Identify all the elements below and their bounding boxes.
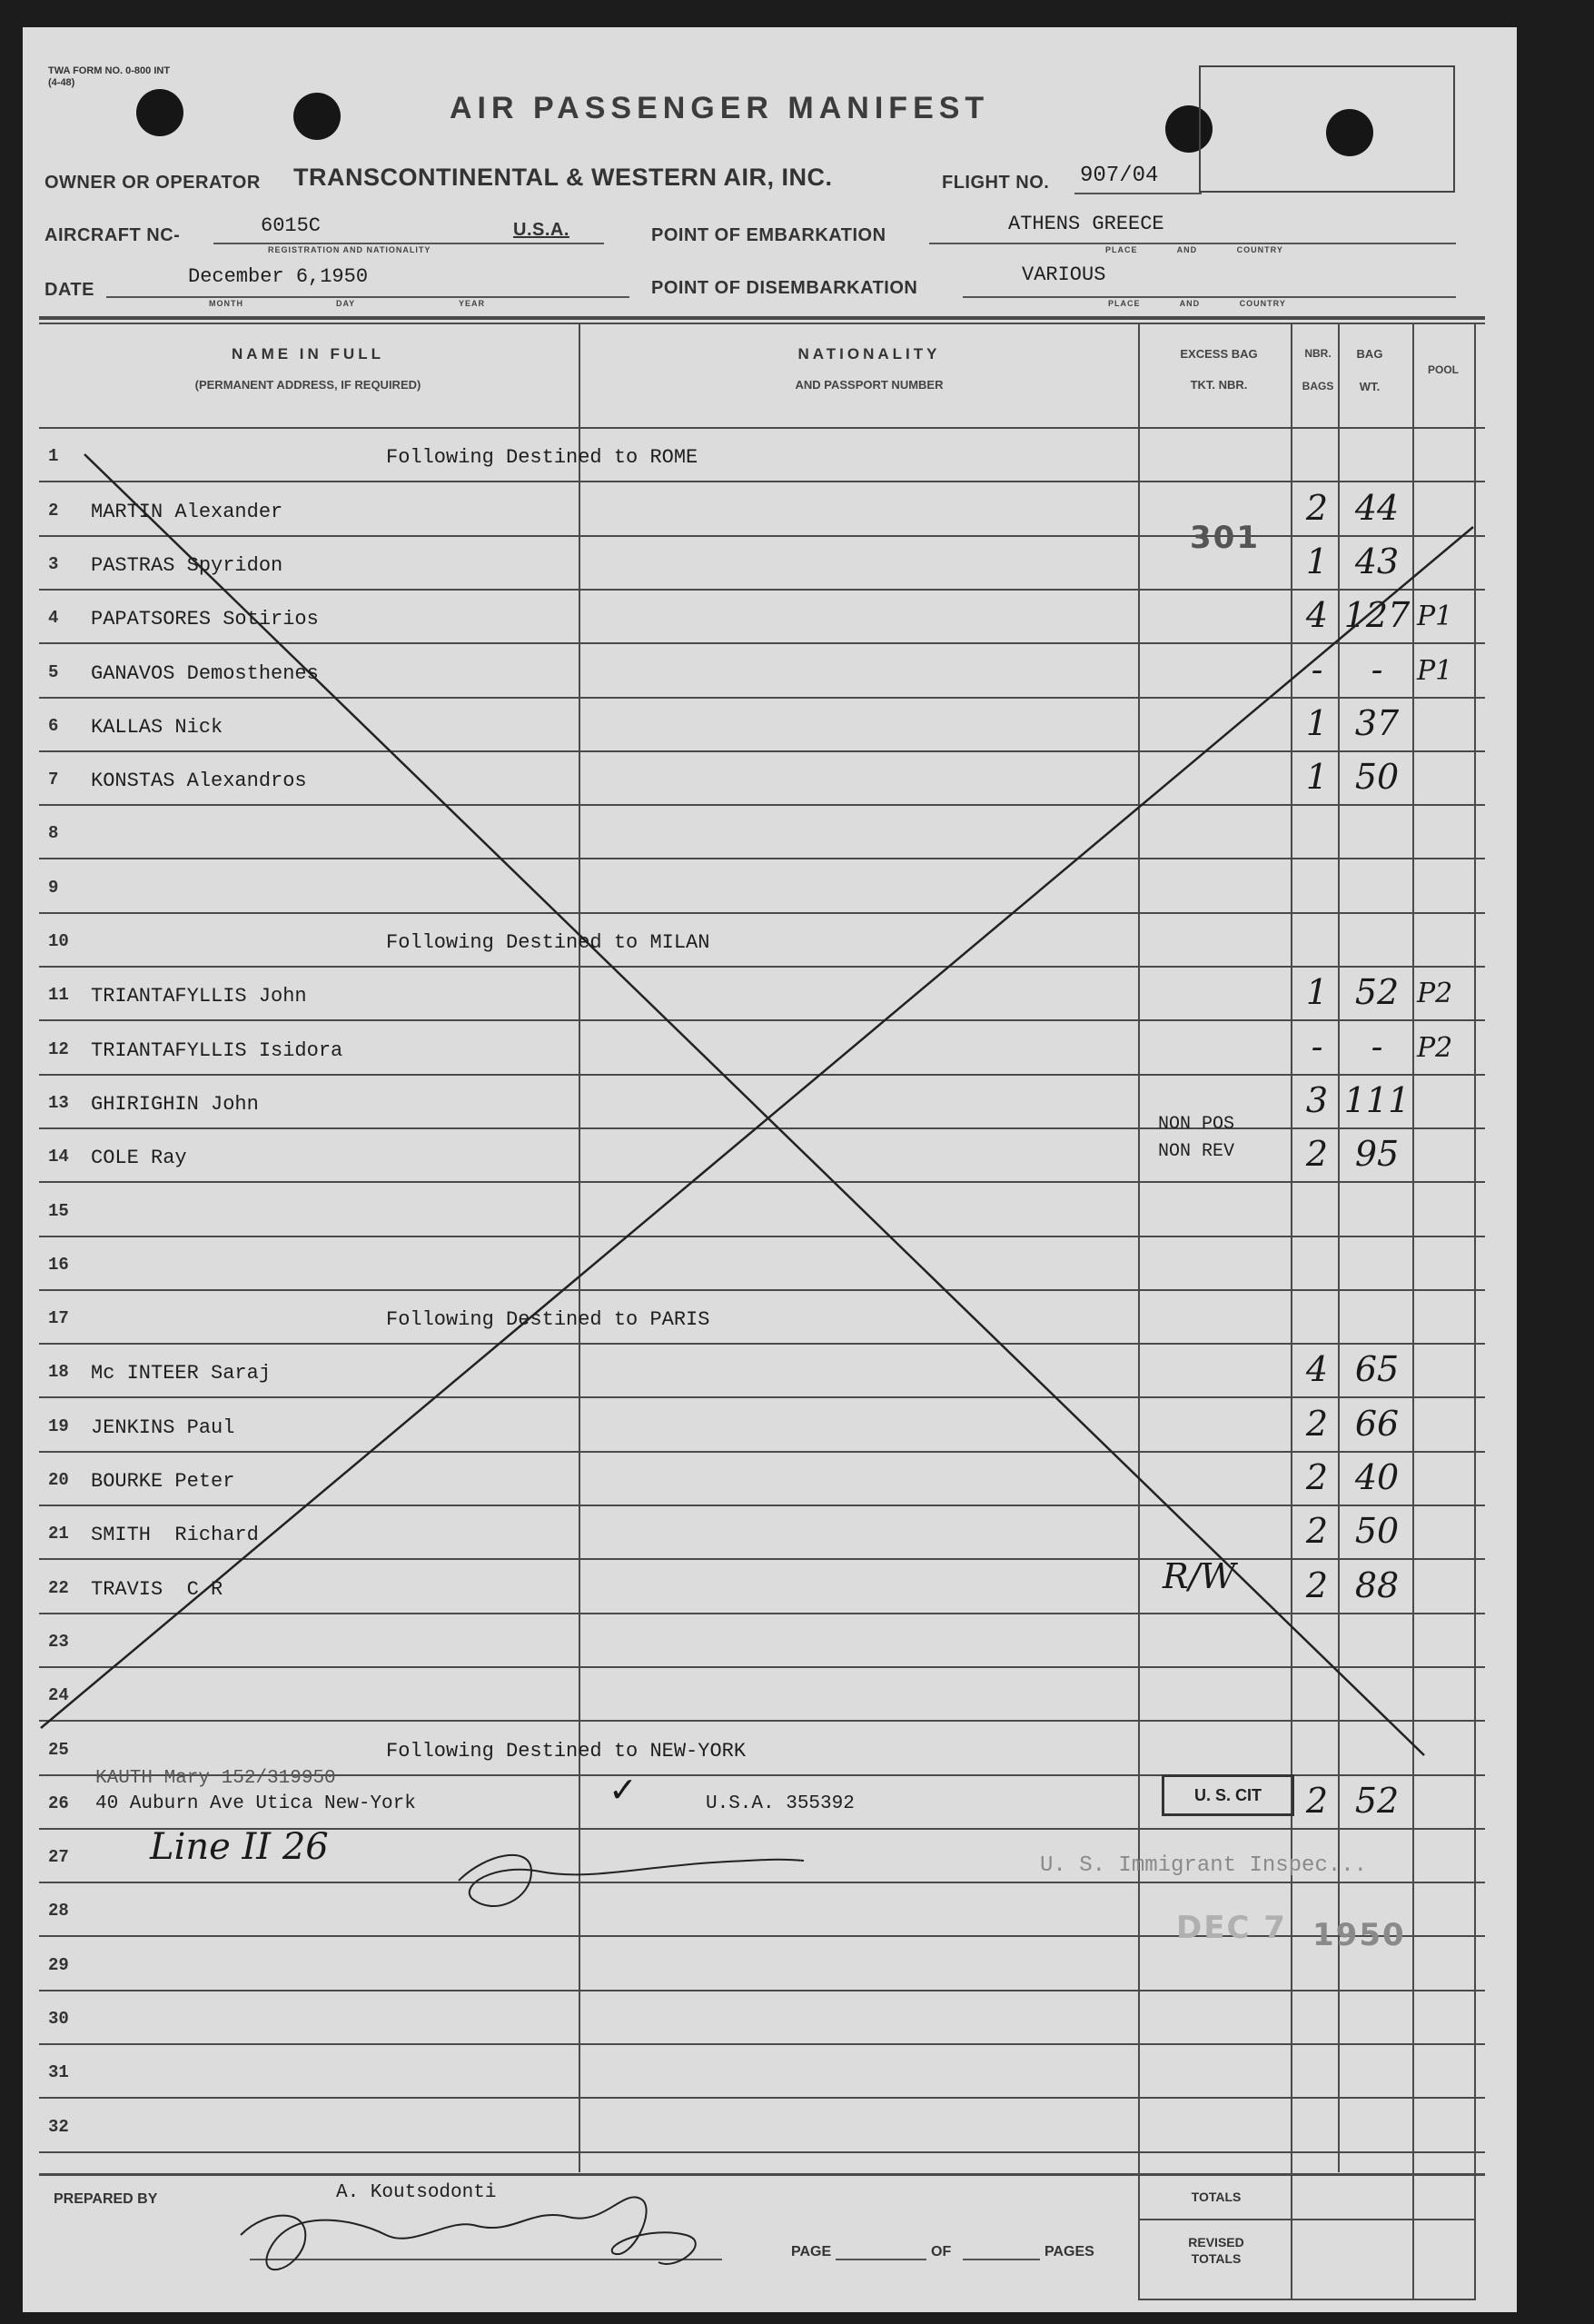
col-nationality-sub: AND PASSPORT NUMBER — [795, 378, 944, 392]
row-number: 28 — [48, 1901, 69, 1921]
row-number: 6 — [48, 716, 59, 736]
cross-line-2 — [41, 527, 1473, 1728]
passenger-name: GANAVOS Demosthenes — [91, 662, 319, 685]
date-sub-year: YEAR — [459, 299, 486, 308]
passenger-name: PASTRAS Spyridon — [91, 554, 283, 577]
form-date-text: (4-48) — [48, 77, 75, 88]
bag-count: 2 — [1305, 1457, 1329, 1497]
date-sub-day: DAY — [336, 299, 356, 308]
col-bagwt-header: BAG — [1356, 347, 1383, 361]
bag-count: 4 — [1305, 1349, 1329, 1389]
bag-count: 2 — [1305, 1511, 1329, 1551]
aircraft-country: U.S.A. — [513, 220, 569, 240]
passenger-name: KONSTAS Alexandros — [91, 770, 307, 792]
bag-count: - — [1311, 650, 1323, 690]
bag-weight: 43 — [1354, 541, 1400, 581]
destination-heading: Following Destined to MILAN — [386, 931, 710, 954]
passenger-name: PAPATSORES Sotirios — [91, 608, 319, 631]
bag-weight: - — [1371, 650, 1383, 690]
bag-weight: 50 — [1354, 757, 1400, 797]
pool-code: P2 — [1417, 1032, 1453, 1064]
owner-label: OWNER OR OPERATOR — [45, 173, 261, 193]
totals-label: TOTALS — [1191, 2190, 1242, 2204]
bag-weight: 37 — [1354, 703, 1400, 743]
row-number: 13 — [48, 1093, 69, 1113]
excess-nonpos: NON POS — [1158, 1114, 1235, 1135]
embarkation-value: ATHENS GREECE — [1008, 213, 1164, 235]
of-label: OF — [931, 2244, 952, 2259]
bag-count: - — [1311, 1027, 1323, 1067]
passenger-kauth-address: 40 Auburn Ave Utica New-York — [95, 1793, 416, 1814]
form-number-text: TWA FORM NO. 0-800 INT — [48, 65, 171, 76]
col-name-header: NAME IN FULL — [232, 345, 384, 363]
bag-count: 1 — [1305, 703, 1329, 743]
bag-weight: 65 — [1354, 1349, 1400, 1389]
bag-count: 2 — [1305, 1134, 1329, 1174]
bag-count: 3 — [1305, 1080, 1329, 1120]
page-label: PAGE — [791, 2244, 832, 2259]
aircraft-reg: 6015C — [261, 214, 322, 237]
row-number: 29 — [48, 1955, 69, 1975]
row-number: 7 — [48, 770, 59, 790]
bag-count: 2 — [1305, 1781, 1329, 1821]
col-name-sub: (PERMANENT ADDRESS, IF REQUIRED) — [194, 378, 421, 392]
passenger-name: SMITH Richard — [91, 1524, 259, 1546]
pool-code: P1 — [1417, 655, 1453, 687]
passenger-name: COLE Ray — [91, 1147, 187, 1169]
passenger-kauth-passport: U.S.A. 355392 — [706, 1793, 855, 1814]
bag-count: 4 — [1305, 595, 1329, 635]
passenger-name: TRIANTAFYLLIS John — [91, 985, 307, 1008]
passenger-name: TRIANTAFYLLIS Isidora — [91, 1039, 343, 1062]
row-number: 23 — [48, 1632, 69, 1652]
col-pool-header: POOL — [1427, 363, 1459, 376]
checkmark-icon: ✓ — [609, 1770, 638, 1810]
row-number: 20 — [48, 1470, 69, 1490]
bag-weight: 111 — [1343, 1080, 1411, 1120]
row-number: 10 — [48, 931, 69, 951]
immigrant-inspector-stamp: U. S. Immigrant Inspec... — [1040, 1853, 1368, 1878]
revised-label: REVISED — [1188, 2235, 1244, 2250]
row-number: 12 — [48, 1039, 69, 1059]
pool-code: P1 — [1417, 601, 1453, 632]
bag-count: 2 — [1305, 1565, 1329, 1605]
passenger-name: BOURKE Peter — [91, 1470, 235, 1493]
col-nationality-header: NATIONALITY — [797, 345, 941, 363]
bag-weight: 52 — [1354, 972, 1400, 1012]
us-cit-stamp: U. S. CIT — [1162, 1774, 1294, 1816]
row-number: 9 — [48, 878, 59, 898]
bag-weight: - — [1371, 1027, 1383, 1067]
row-number: 16 — [48, 1255, 69, 1275]
bag-count: 1 — [1305, 972, 1329, 1012]
row-number: 27 — [48, 1847, 69, 1867]
date-sub-month: MONTH — [209, 299, 243, 308]
bag-weight: 95 — [1354, 1134, 1400, 1174]
row-number: 5 — [48, 662, 59, 682]
aircraft-label: AIRCRAFT NC- — [45, 225, 181, 245]
passenger-name: MARTIN Alexander — [91, 501, 283, 523]
row-number: 11 — [48, 985, 69, 1005]
row-number: 24 — [48, 1685, 69, 1705]
row-number: 3 — [48, 554, 59, 574]
col-bagwt-sub: WT. — [1359, 380, 1381, 393]
col-nbr-sub: BAGS — [1302, 380, 1334, 392]
row-number: 30 — [48, 2009, 69, 2029]
bag-count: 1 — [1305, 757, 1329, 797]
excess-nonrev: NON REV — [1158, 1141, 1235, 1162]
passenger-name: Mc INTEER Saraj — [91, 1362, 272, 1385]
row-number: 18 — [48, 1362, 69, 1382]
excess-ticket-301: 301 — [1190, 520, 1260, 556]
passenger-kauth-name: KAUTH Mary 152/319950 — [95, 1768, 336, 1789]
destination-heading: Following Destined to NEW-YORK — [386, 1740, 747, 1763]
manifest-sheet — [23, 27, 1517, 2312]
date-label: DATE — [45, 280, 94, 300]
row-number: 19 — [48, 1416, 69, 1436]
embarkation-label: POINT OF EMBARKATION — [651, 225, 886, 245]
cancellation-cross — [23, 27, 1517, 2312]
date-value: December 6,1950 — [188, 265, 369, 288]
disembarkation-value: VARIOUS — [1022, 263, 1106, 286]
row-number: 22 — [48, 1578, 69, 1598]
bag-weight: 127 — [1343, 595, 1411, 635]
disembarkation-label: POINT OF DISEMBARKATION — [651, 278, 918, 298]
row-number: 2 — [48, 501, 59, 521]
row-number: 15 — [48, 1201, 69, 1221]
embarkation-sub: PLACE AND COUNTRY — [1105, 245, 1283, 254]
col-excess-header: EXCESS BAG — [1180, 347, 1258, 361]
col-nbr-header: NBR. — [1304, 347, 1332, 360]
pages-label: PAGES — [1045, 2244, 1094, 2259]
row-number: 25 — [48, 1740, 69, 1760]
pool-code: P2 — [1417, 978, 1453, 1009]
bag-count: 2 — [1305, 488, 1329, 528]
row-number: 31 — [48, 2062, 69, 2082]
row-number: 32 — [48, 2117, 69, 2137]
prepared-by-name: A. Koutsodonti — [336, 2182, 497, 2203]
bag-weight: 52 — [1354, 1781, 1400, 1821]
prepared-by-signature — [241, 2197, 696, 2269]
flight-label: FLIGHT NO. — [942, 173, 1050, 193]
passenger-name: JENKINS Paul — [91, 1416, 235, 1439]
row-number: 26 — [48, 1793, 69, 1813]
passenger-name: GHIRIGHIN John — [91, 1093, 259, 1116]
revised-totals-label: TOTALS — [1191, 2251, 1242, 2266]
col-excess-sub: TKT. NBR. — [1190, 378, 1248, 392]
row-number: 4 — [48, 608, 59, 628]
passenger-name: KALLAS Nick — [91, 716, 223, 739]
bag-count: 2 — [1305, 1404, 1329, 1444]
date-stamp-year: 1950 — [1312, 1917, 1406, 1953]
passenger-name: TRAVIS C R — [91, 1578, 223, 1601]
manifest-title: AIR PASSENGER MANIFEST — [450, 91, 990, 125]
bag-count: 1 — [1305, 541, 1329, 581]
bag-weight: 44 — [1354, 488, 1400, 528]
bag-weight: 66 — [1354, 1404, 1400, 1444]
handwritten-line-note: Line II 26 — [150, 1826, 329, 1868]
disembarkation-sub: PLACE AND COUNTRY — [1108, 299, 1286, 308]
owner-name: TRANSCONTINENTAL & WESTERN AIR, INC. — [293, 164, 833, 191]
row-number: 1 — [48, 446, 59, 466]
row-number: 21 — [48, 1524, 69, 1544]
cross-line-1 — [84, 454, 1424, 1755]
row-number: 8 — [48, 823, 59, 843]
date-stamp-month: DEC 7 — [1176, 1910, 1287, 1946]
prepared-by-label: PREPARED BY — [54, 2191, 158, 2207]
bag-weight: 50 — [1354, 1511, 1400, 1551]
signature-scribble — [459, 1855, 804, 1906]
aircraft-sub: REGISTRATION AND NATIONALITY — [268, 245, 431, 254]
destination-heading: Following Destined to ROME — [386, 446, 698, 469]
excess-rw: R/W — [1163, 1556, 1236, 1596]
bag-weight: 88 — [1354, 1565, 1400, 1605]
flight-number: 907/04 — [1080, 164, 1159, 188]
row-number: 14 — [48, 1147, 69, 1167]
destination-heading: Following Destined to PARIS — [386, 1308, 710, 1331]
row-number: 17 — [48, 1308, 69, 1328]
bag-weight: 40 — [1354, 1457, 1400, 1497]
